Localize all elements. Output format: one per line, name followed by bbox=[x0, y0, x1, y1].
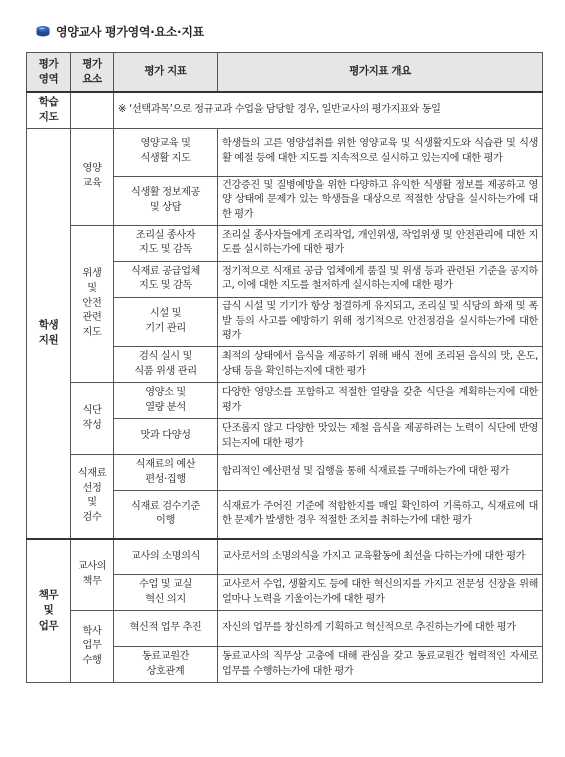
overview-cell: 건강증진 및 질병예방을 위한 다양하고 유익한 식생활 정보를 제공하고 영양 상태에 문제가 있는 학생들을 대상으로 적절한 상담을 실시하는가에 대한 평가 bbox=[218, 176, 543, 225]
overview-cell: 급식 시설 및 기기가 항상 청결하게 유지되고, 조리실 및 식당의 화재 및 폭발 등의 사고를 예방하기 위해 정기적으로 안전점검을 실시하는가에 대한 평가 bbox=[218, 297, 543, 346]
overview-cell: 식재료가 주어진 기준에 적합한지를 매일 확인하여 기록하고, 식재료에 대한 문제가 발생한 경우 적절한 조치를 취하는가에 대한 평가 bbox=[218, 491, 543, 539]
element-hygiene-safety: 위생 및 안전 관련 지도 bbox=[71, 225, 114, 382]
element-academic-work: 학사 업무 수행 bbox=[71, 611, 114, 683]
indicator-cell: 식생활 정보제공 및 상담 bbox=[114, 176, 218, 225]
table-row bbox=[27, 92, 543, 128]
table-row bbox=[27, 225, 543, 261]
learning-note: ※ ‘선택과목’으로 정규교과 수업을 담당할 경우, 일반교사의 평가지표와 동일 bbox=[114, 92, 543, 128]
element-ingredient-selection: 식재료 선정 및 검수 bbox=[71, 455, 114, 539]
indicator-cell: 영양교육 및 식생활 지도 bbox=[114, 128, 218, 176]
overview-cell: 동료교사의 직무상 고충에 대해 관심을 갖고 동료교원간 협력적인 자세로 업무를 수행하는가에 대한 평가 bbox=[218, 647, 543, 683]
indicator-cell: 시설 및 기기 관리 bbox=[114, 297, 218, 346]
overview-cell: 합리적인 예산편성 및 집행을 통해 식재료를 구매하는가에 대한 평가 bbox=[218, 455, 543, 491]
overview-cell: 정기적으로 식재료 공급 업체에게 품질 및 위생 등과 관련된 기준을 공지하고, 이에 대한 지도를 철저하게 실시하는지에 대한 평가 bbox=[218, 261, 543, 297]
header-area: 평가 영역 bbox=[27, 53, 71, 93]
header-indicator: 평가 지표 bbox=[114, 53, 218, 93]
overview-cell: 교사로서 수업, 생활지도 등에 대한 혁신의지를 가지고 전문성 신장을 위해 얼마나 노력을 기울이는가에 대한 평가 bbox=[218, 575, 543, 611]
indicator-cell: 조리실 종사자 지도 및 감독 bbox=[114, 225, 218, 261]
area-learning: 학습 지도 bbox=[27, 92, 71, 128]
table-row bbox=[27, 128, 543, 176]
header-element: 평가 요소 bbox=[71, 53, 114, 93]
overview-cell: 자신의 업무를 창신하게 기획하고 혁신적으로 추진하는가에 대한 평가 bbox=[218, 611, 543, 647]
indicator-cell: 동료교원간 상호관계 bbox=[114, 647, 218, 683]
indicator-cell: 검식 실시 및 식품 위생 관리 bbox=[114, 347, 218, 383]
overview-cell: 조리실 종사자들에게 조리작업, 개인위생, 작업위생 및 안전관리에 대한 지도를 실시하는가에 대한 평가 bbox=[218, 225, 543, 261]
overview-cell: 단조롭지 않고 다양한 맛있는 제철 음식을 제공하려는 노력이 식단에 반영되는지에 대한 평가 bbox=[218, 419, 543, 455]
area-student-support: 학생 지원 bbox=[27, 128, 71, 539]
indicator-cell: 교사의 소명의식 bbox=[114, 539, 218, 575]
overview-cell: 학생들의 고른 영양섭취를 위한 영양교육 및 식생활지도와 식습관 및 식생활 예절 등에 대한 지도를 지속적으로 실시하고 있는지에 대한 평가 bbox=[218, 128, 543, 176]
element-teacher-responsibility: 교사의 책무 bbox=[71, 539, 114, 611]
header-overview: 평가지표 개요 bbox=[218, 53, 543, 93]
overview-cell: 다양한 영양소를 포함하고 적절한 열량을 갖춘 식단을 계획하는지에 대한 평가 bbox=[218, 383, 543, 419]
title-row bbox=[36, 20, 204, 42]
indicator-cell: 식재료 공급업체 지도 및 감독 bbox=[114, 261, 218, 297]
overview-cell: 교사로서의 소명의식을 가지고 교육활동에 최선을 다하는가에 대한 평가 bbox=[218, 539, 543, 575]
element-nutrition-education: 영양 교육 bbox=[71, 128, 114, 225]
indicator-cell: 영양소 및 열량 분석 bbox=[114, 383, 218, 419]
table-header-row bbox=[27, 53, 543, 93]
table-row bbox=[27, 539, 543, 575]
indicator-cell: 맛과 다양성 bbox=[114, 419, 218, 455]
element-menu-planning: 식단 작성 bbox=[71, 383, 114, 455]
indicator-cell: 혁신적 업무 추진 bbox=[114, 611, 218, 647]
indicator-cell: 식재료 검수기준 이행 bbox=[114, 491, 218, 539]
table-row bbox=[27, 383, 543, 419]
element-learning-empty bbox=[71, 92, 114, 128]
area-duty-work: 책무 및 업무 bbox=[27, 539, 71, 683]
page-title: 영양교사 평가영역·요소·지표 bbox=[56, 24, 204, 39]
stacked-disk-bullet-icon bbox=[36, 25, 50, 37]
indicator-cell: 식재료의 예산 편성·집행 bbox=[114, 455, 218, 491]
table-row bbox=[27, 455, 543, 491]
overview-cell: 최적의 상태에서 음식을 제공하기 위해 배식 전에 조리된 음식의 맛, 온도, 상태 등을 확인하는지에 대한 평가 bbox=[218, 347, 543, 383]
evaluation-table bbox=[26, 52, 543, 683]
indicator-cell: 수업 및 교실 혁신 의지 bbox=[114, 575, 218, 611]
table-row bbox=[27, 611, 543, 647]
